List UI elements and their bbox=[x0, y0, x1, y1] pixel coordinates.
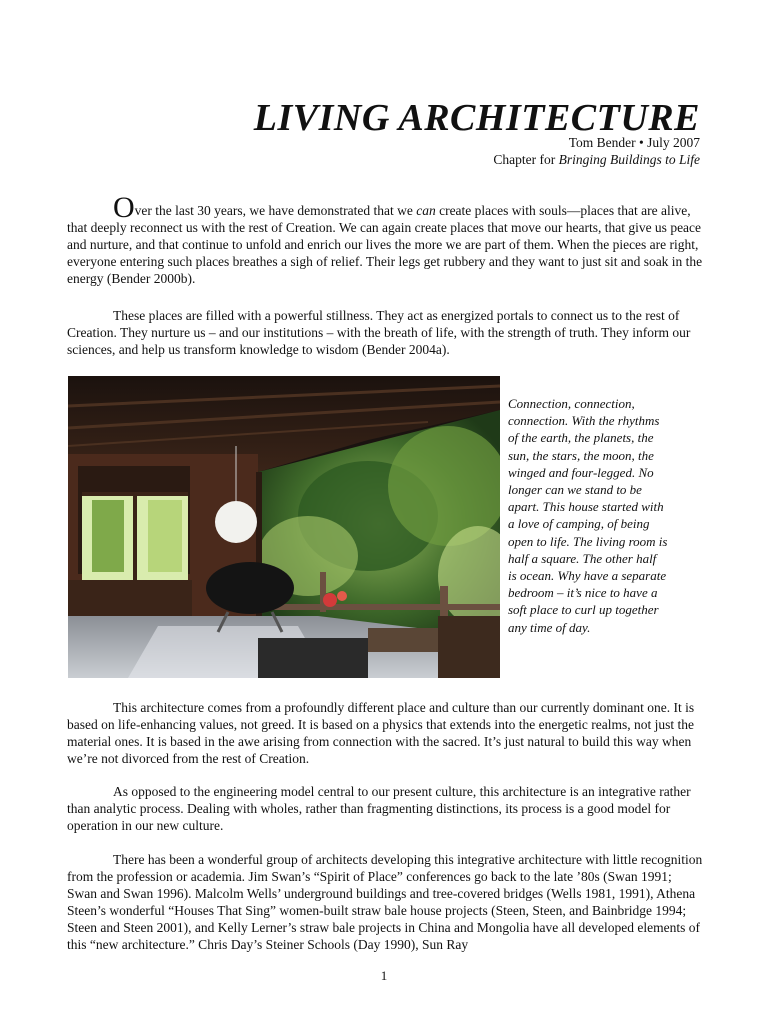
page-number: 1 bbox=[380, 968, 388, 983]
paragraph-1-text-b: create places with souls—places that are alive, that deeply reconnect us with the rest of Creation. We can again create places that move our hearts, that give us peace and nurture, and that continue to unfold and enrich our lives the more we are part of them. When the pieces are right, everyone entering such places breathes a sigh of relief. Their legs get rubbery and they want to just sit and soak in the energy (Bender 2000b). bbox=[67, 203, 703, 286]
paragraph-1 bbox=[67, 191, 703, 287]
paragraph-5: There has been a wonderful group of architects developing this integrative architecture with little recognition from the profession or academia. Jim Swan’s “Spirit of Place” conferences go back to the late ’80s (Swan 1991; Swan and Swan 1996). Malcolm Wells’ underground buildings and tree-covered bridges (Wells 1981, 1991), Athena Steen’s wonderful “Houses That Sing” women-built straw bale house projects (Steen, Steen, and Bainbridge 1994; Steen and Steen 2001), and Kelly Lerner’s straw bale projects in China and Mongolia have all developed elements of this “new architecture.” Chris Day’s Steiner Schools (Day 1990), Sun Ray bbox=[67, 852, 703, 952]
chapter-line bbox=[493, 151, 700, 168]
paragraph-4: As opposed to the engineering model central to our present culture, this architecture is an integrative rather than analytic process. Dealing with wholes, rather than fragmenting distinctions, its process is a good model for operation in our new culture. bbox=[67, 784, 691, 833]
drop-cap: O bbox=[113, 191, 135, 224]
chapter-prefix: Chapter for bbox=[493, 152, 559, 167]
paragraph-2: These places are filled with a powerful stillness. They act as energized portals to connect us to the rest of Creation. They nurture us – and our institutions – with the breath of life, with the strength of truth. They inform our sciences, and help us transform knowledge to wisdom (Bender 2004a). bbox=[67, 308, 691, 357]
book-title: Bringing Buildings to Life bbox=[558, 152, 700, 167]
paragraph-1-text-a: ver the last 30 years, we have demonstrated that we bbox=[134, 203, 417, 218]
page-title: LIVING ARCHITECTURE bbox=[253, 97, 700, 139]
photo-caption: Connection, connection, connection. With the rhythms of the earth, the planets, the sun, the stars, the moon, the winged and four-legged. No longer can we stand to be apart. This house started with a love of camping, of being open to life. The living room is half a square. The other half is ocean. Why have a separate bedroom – it’s nice to have a soft place to curl up together any time of day. bbox=[508, 396, 668, 635]
paragraph-3: This architecture comes from a profoundly different place and culture than our currently dominant one. It is based on life-enhancing values, not greed. It is based on a physics that extends into the energetic realms, not just the material ones. It is based in the awe arising from connection with the sacred. It’s just natural to build this way when we’re not divorced from the rest of Creation. bbox=[67, 700, 695, 766]
author-date: Tom Bender • July 2007 bbox=[568, 135, 700, 150]
paragraph-1-emphasis: can bbox=[416, 203, 436, 218]
living-room-photo bbox=[68, 376, 500, 678]
byline bbox=[493, 134, 700, 168]
